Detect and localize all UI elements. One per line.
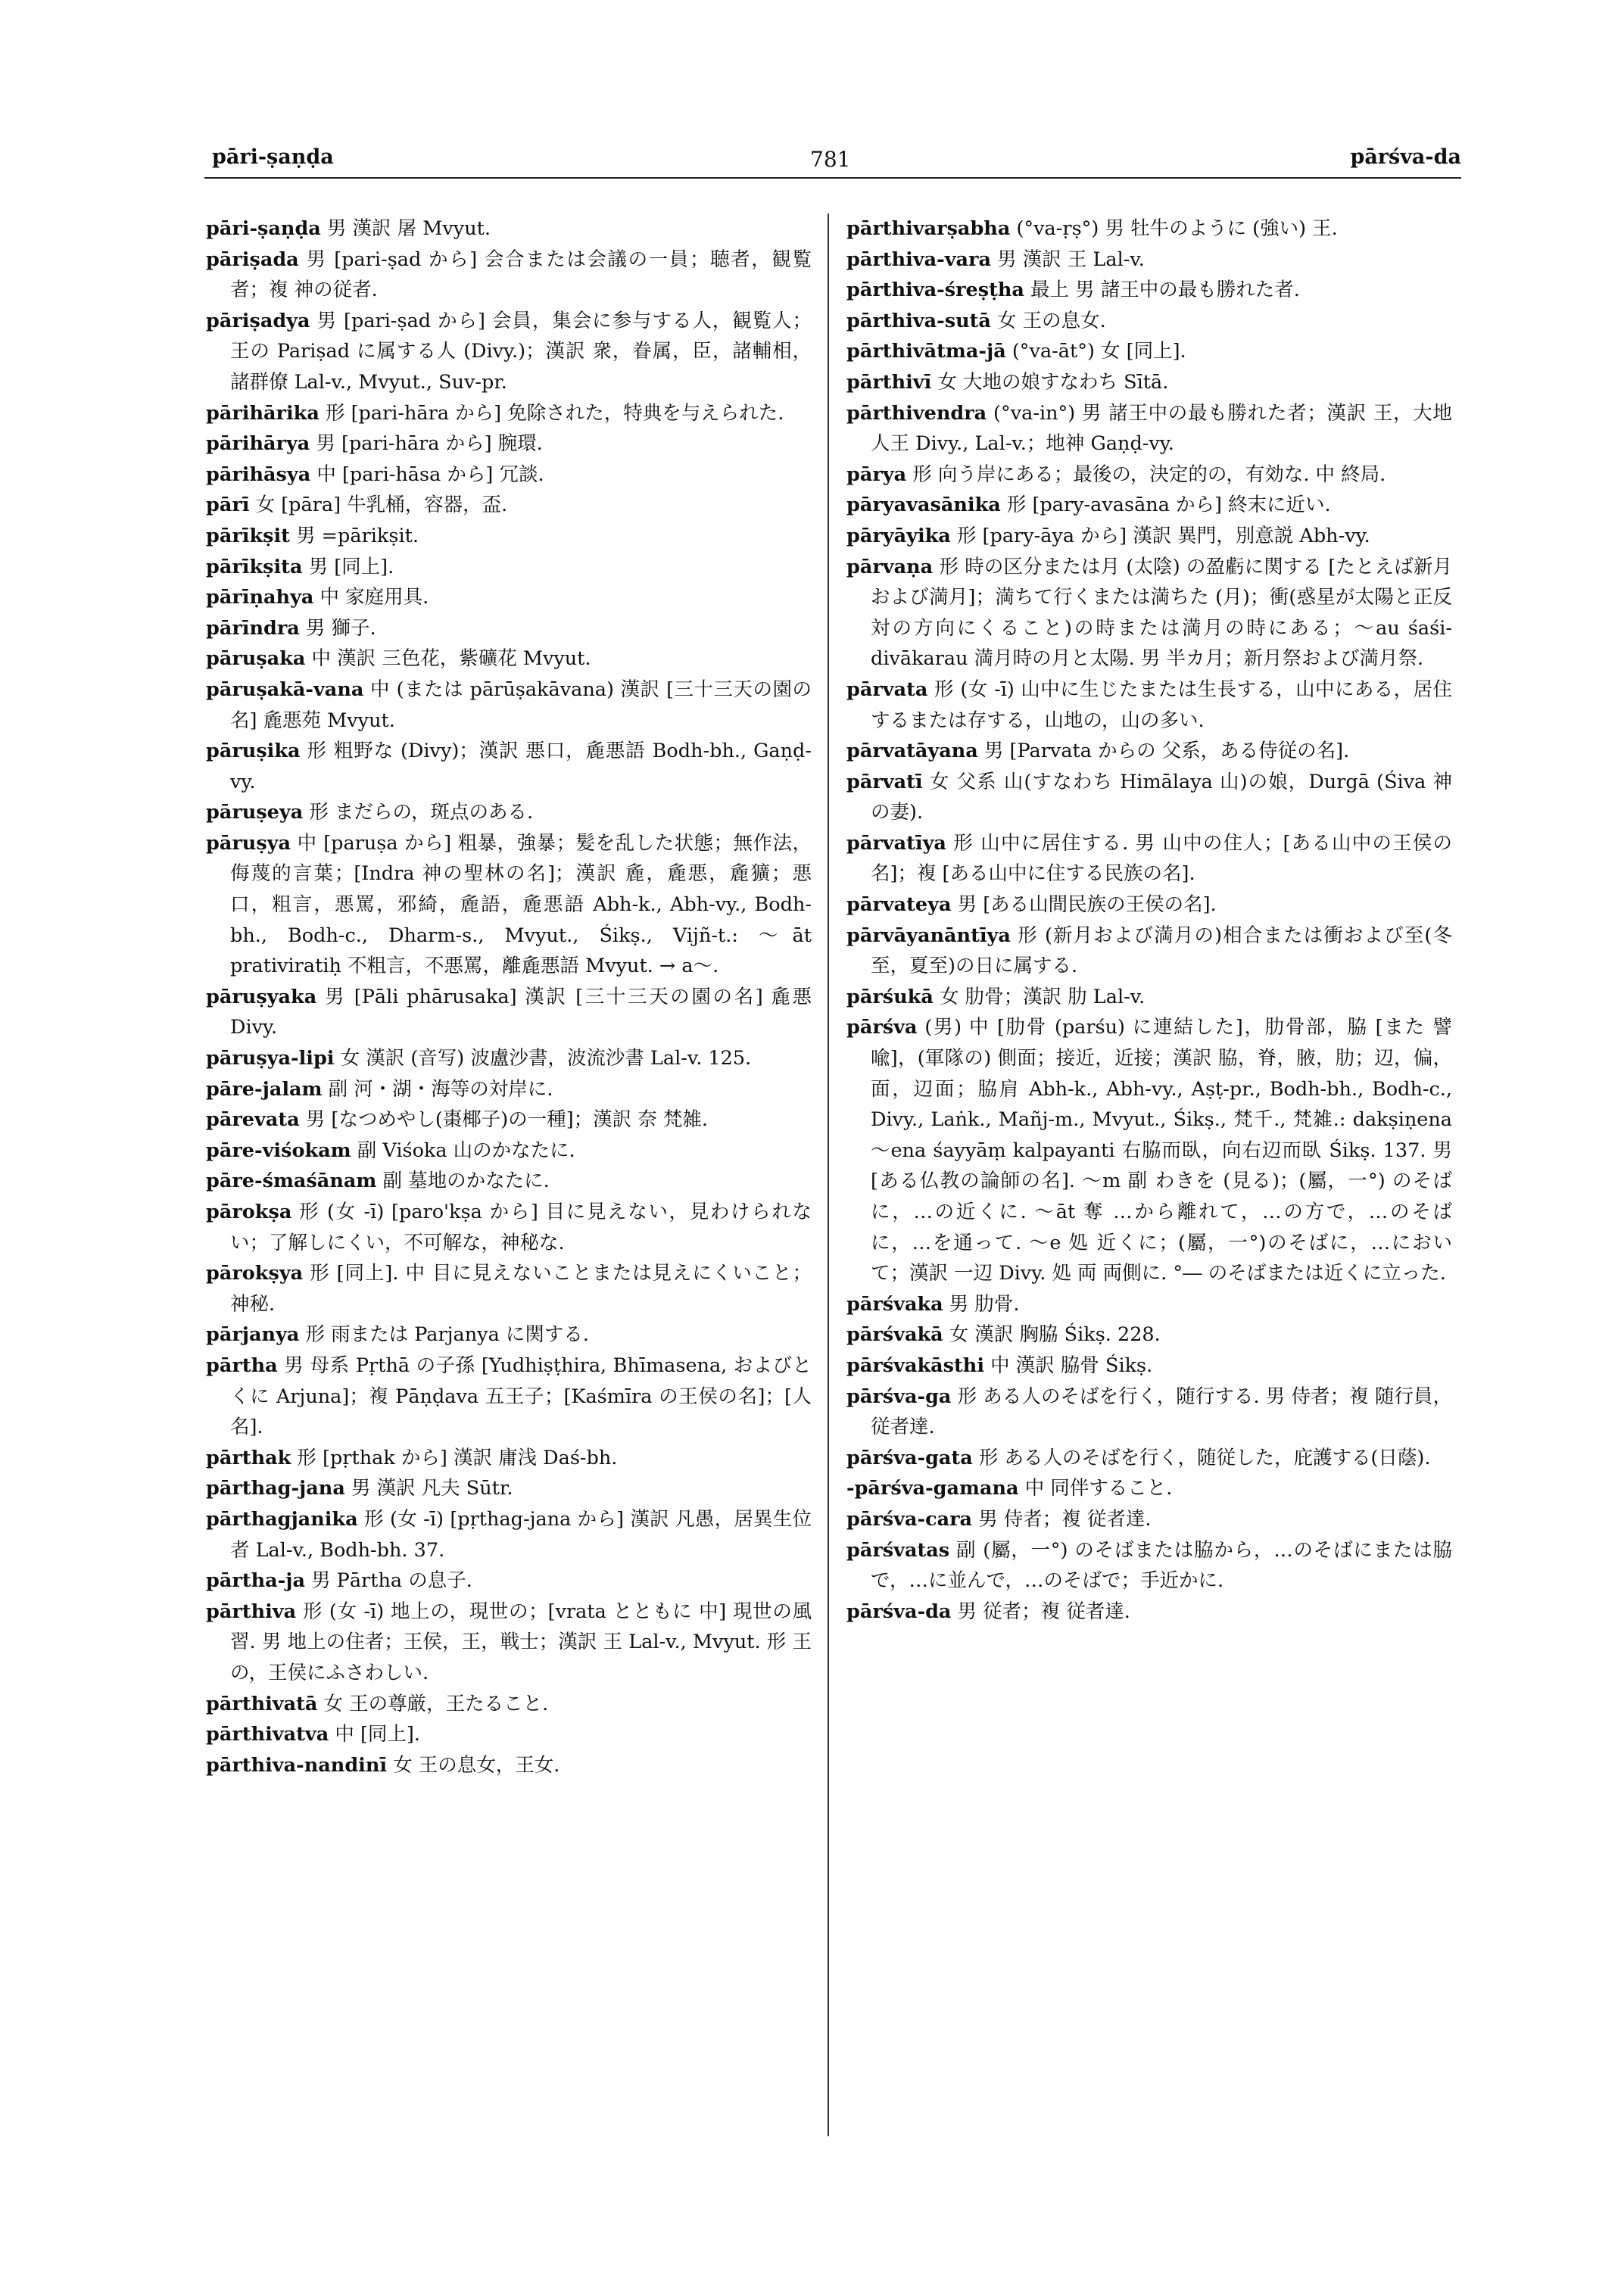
entry-headword: pāruṣya-lipi [206,1047,335,1070]
dictionary-entry [846,982,1452,1013]
entry-definition: 女 王の尊厳，王たること. [323,1692,549,1715]
entry-definition: 中 [pari-hāsa から] 冗談. [316,463,544,486]
entry-headword: pārihārya [206,432,310,456]
entry-definition: 形 [pary-avasāna から] 終末に近い. [1006,494,1331,517]
entry-headword: pārśva-ga [846,1385,952,1408]
entry-headword: pāre-śmaśānam [206,1170,377,1193]
entry-headword: pārthiva-sutā [846,309,991,332]
dictionary-entry [206,613,812,644]
entry-definition: 形 [pary-āya から] 漢訳 異門，別意説 Abh-vy. [956,524,1370,547]
dictionary-entry [206,1566,812,1597]
entry-headword: pārthivatva [206,1723,329,1746]
dictionary-entry [846,521,1452,552]
entry-definition: 男 [Parvata からの 父系，ある侍従の名]. [983,740,1350,763]
entry-definition: 男 獅子. [305,616,376,640]
dictionary-entry [206,552,812,583]
dictionary-entry [846,1473,1452,1504]
entry-definition: 中 漢訳 脇骨 Śikṣ. [990,1354,1153,1377]
entry-definition: 男 =pārikṣit. [296,524,419,547]
entry-definition: 中 [paruṣa から] 粗暴，強暴；髪を乱した状態；無作法，侮蔑的言葉；[Indra 神の聖林の名]；漢訳 麁，麁悪，麁獷；悪口，粗言，悪罵，邪綺，麁語，麁悪語 Abh-k., Abh-vy., Bodh-bh., Bodh-c., Dharm-s., Mvyut., Śikṣ., Vijñ-t.: ～āt prativiratiḥ 不粗言，不悪罵，離麁悪語 Mvyut. → a～. [230,831,812,978]
entry-definition: (°va-in°) 男 諸王中の最も勝れた者；漢訳 王，大地人王 Divy., Lal-v.；地神 Gaṇḍ-vy. [871,401,1452,456]
entry-headword: pārthag-jana [206,1477,345,1500]
entry-definition: 副 Viśoka 山のかなたに. [357,1139,575,1162]
entry-headword: pārīkṣit [206,524,290,547]
entry-headword: pārīṇahya [206,586,314,609]
entry-headword: pārokṣya [206,1262,304,1285]
entry-headword: pārevata [206,1108,300,1132]
entry-headword: pāruṣaka [206,647,306,671]
dictionary-entry [846,1012,1452,1288]
entry-headword: pārśvatas [846,1538,950,1562]
dictionary-entry [846,306,1452,337]
entry-headword: pārśvaka [846,1292,943,1316]
dictionary-entry [206,797,812,828]
entry-headword: pāri-ṣaṇḍa [206,217,321,240]
dictionary-entry [846,1597,1452,1628]
entry-headword: pārvateya [846,893,952,917]
entry-headword: -pārśva-gamana [846,1477,1019,1500]
dictionary-entry [206,460,812,491]
entry-definition: 男 侍者；複 従者達. [978,1507,1152,1531]
dictionary-entry [206,245,812,306]
entry-definition: (°va-ṛṣ°) 男 牡牛のように (強い) 王. [1016,217,1338,240]
dictionary-entry [206,1043,812,1074]
dictionary-entry [846,1351,1452,1382]
entry-definition: (男) 中 [肋骨 (parśu) に連結した]，肋骨部，脇 [また 譬喩]，(軍隊の) 側面；接近，近接；漢訳 脇，脊，腋，肋；辺，偏，面，辺面；脇肩 Abh-k., Abh-vy., Aṣṭ-pr., Bodh-bh., Bodh-c., Divy., Laṅk., Mañj-m., Mvyut., Śikṣ., 梵千., 梵雑.: dakṣiṇena ～ena śayyāṃ kalpayanti 右脇而臥，向右辺而臥 Śikṣ. 137. 男 [ある仏教の論師の名]. ～m 副 わきを (見る)；(屬，一°) のそばに，…の近くに. ～āt 奪 …から離れて，…の方で，…のそばに，…を通って. ～e 処 近くに；(屬，一°)のそばに，…において；漢訳 一辺 Divy. 処 両 両側に. °― のそばまたは近くに立った. [871,1016,1452,1285]
entry-definition: 男 漢訳 屠 Mvyut. [326,217,491,240]
page-number: 781 [810,147,851,172]
entry-definition: 女 父系 山(すなわち Himālaya 山)の娘，Durgā (Śiva 神の妻). [871,770,1453,824]
dictionary-entry [846,767,1452,828]
entry-definition: 女 王の息女. [997,309,1106,332]
entry-definition: 形 まだらの，斑点のある. [309,801,534,824]
dictionary-entry [206,582,812,613]
entry-headword: pāruṣika [206,740,301,763]
entry-definition: 女 漢訳 (音写) 波盧沙書，波流沙書 Lal-v. 125. [340,1047,752,1070]
dictionary-entry [206,828,812,982]
entry-definition: 男 従者；複 従者達. [957,1600,1130,1623]
entry-headword: pārśva-da [846,1600,952,1623]
entry-definition: 女 王の息女，王女. [393,1753,560,1777]
entry-definition: 男 [pari-ṣad から] 会員，集会に参与する人，観覧人；王の Pariṣad に属する人 (Divy.)；漢訳 衆，眷属，臣，諸輔相，諸群僚 Lal-v., Mvyut., Suv-pr. [230,309,812,394]
entry-headword: pārvatāyana [846,740,978,763]
dictionary-entry [206,1473,812,1504]
entry-headword: pārthiva-śreṣṭha [846,279,1024,302]
entry-headword: pārvāyanāntīya [846,924,1011,947]
dictionary-entry [846,336,1452,367]
entry-definition: 中 漢訳 三色花，紫礦花 Mvyut. [311,647,591,671]
dictionary-entry [846,889,1452,921]
dictionary-entry [846,490,1452,521]
dictionary-entry [206,1166,812,1197]
entry-definition: 形 (女 -ī) 山中に生じたまたは生長する，山中にある，居住するまたは存する，山地の，山の多い. [871,678,1452,732]
dictionary-entry [206,982,812,1043]
header-left-guideword: pāri-ṣaṇḍa [212,145,334,169]
entry-headword: pāruṣeya [206,801,304,824]
entry-definition: 中 (または pārūṣakāvana) 漢訳 [三十三天の園の名] 麁悪苑 Mvyut. [230,678,812,732]
entry-headword: pārtha-ja [206,1569,305,1593]
entry-definition: 形 粗野な (Divy)；漢訳 悪口，麁悪語 Bodh-bh., Gaṇḍ-vy. [230,740,812,793]
entry-headword: pārvatīya [846,831,946,855]
dictionary-entry [206,1351,812,1443]
entry-definition: 形 [同上]. 中 目に見えないことまたは見えにくいこと；神秘. [230,1262,812,1316]
entry-definition: 女 漢訳 胸脇 Śikṣ. 228. [949,1323,1161,1347]
entry-definition: 男 [ある山間民族の王侯の名]. [957,893,1217,917]
dictionary-entry [846,1443,1452,1474]
entry-definition: 男 [pari-hāra から] 腕環. [316,432,543,456]
entry-headword: pārśva-cara [846,1507,973,1531]
entry-headword: pārśukā [846,985,934,1008]
column-divider [828,213,829,2136]
dictionary-entry [206,1597,812,1689]
entry-definition: 中 家庭用具. [320,586,429,609]
entry-headword: pāruṣyaka [206,985,317,1008]
entry-definition: 形 (女 -ī) [pṛthag-jana から] 漢訳 凡愚，居異生位者 Lal-v., Bodh-bh. 37. [230,1507,812,1562]
dictionary-entry [206,1319,812,1351]
entry-headword: pārvata [846,678,928,701]
dictionary-entry [846,921,1452,982]
entry-headword: pārthivendra [846,401,987,425]
dictionary-entry [846,398,1452,460]
entry-headword: pārthivī [846,370,932,394]
dictionary-entry [206,675,812,736]
entry-definition: 男 [同上]. [308,555,394,578]
left-column [206,213,812,1781]
dictionary-entry [846,736,1452,767]
dictionary-entry [846,552,1452,675]
dictionary-entry [206,1750,812,1781]
dictionary-entry [846,675,1452,736]
dictionary-entry [206,1136,812,1167]
entry-definition: 形 ある人のそばを行く，随行する. 男 侍者；複 随行員，従者達. [871,1385,1452,1439]
entry-headword: pārthiva-vara [846,248,992,271]
entry-headword: pārthivātma-jā [846,340,1006,363]
entry-headword: pārśva [846,1016,918,1039]
entry-definition: 形 (女 -ī) 地上の，現世の；[vrata とともに 中] 現世の風習. 男 地上の住者；王侯，王，戦士；漢訳 王 Lal-v., Mvyut. 形 王の，王侯にふさわしい. [230,1600,812,1684]
dictionary-entry [206,521,812,552]
entry-headword: pārthiva [206,1600,297,1623]
dictionary-entry [846,828,1452,889]
dictionary-entry [846,245,1452,276]
entry-definition: 女 [pāra] 牛乳桶，容器，盃. [255,494,508,517]
entry-headword: pārthiva-nandinī [206,1753,388,1777]
dictionary-entry [206,1104,812,1136]
entry-definition: 男 漢訳 凡夫 Sūtr. [351,1477,513,1500]
entry-headword: pārjanya [206,1323,300,1347]
entry-definition: 最上 男 諸王中の最も勝れた者. [1030,279,1300,302]
entry-definition: 男 肋骨. [949,1292,1020,1316]
entry-headword: pārya [846,463,907,486]
right-column [846,213,1452,1627]
running-head [204,144,1461,179]
entry-headword: pāre-jalam [206,1077,323,1101]
entry-definition: 男 [pari-ṣad から] 会合または会議の一員；聴者，観覧者；複 神の従者. [230,248,812,302]
dictionary-entry [846,367,1452,398]
entry-headword: pārvatī [846,770,923,793]
entry-headword: pārihāsya [206,463,311,486]
entry-definition: 形 向う岸にある；最後の，決定的の，有効な. 中 終局. [912,463,1386,486]
entry-definition: 男 [Pāli phārusaka] 漢訳 [三十三天の園の名] 麁悪 Divy. [230,985,812,1039]
entry-definition: 中 同伴すること. [1024,1477,1173,1500]
entry-headword: pārśva-gata [846,1446,973,1469]
entry-headword: pārvaṇa [846,555,934,578]
entry-headword: pāryāyika [846,524,951,547]
entry-definition: 形 (新月および満月の)相合または衝および至(冬至，夏至)の日に属する. [871,924,1452,978]
entry-headword: pāriṣada [206,248,299,271]
entry-definition: 形 (女 -ī) [paro'kṣa から] 目に見えない，見わけられない；了解しにくい，不可解な，神秘な. [230,1201,812,1254]
entry-definition: 形 時の区分または月 (太陰) の盈虧に関する [たとえば新月および満月]；満ちて行くまたは満ちた (月)；衝(惑星が太陽と正反対の方向にくること)の時または満月の時にある；～au śaśi-divākarau 満月時の月と太陽. 男 半カ月；新月祭および満月祭. [871,555,1452,671]
entry-headword: pārthak [206,1446,291,1469]
dictionary-entry [846,1319,1452,1351]
dictionary-entry [206,1197,812,1258]
dictionary-entry [206,736,812,797]
entry-definition: 女 肋骨；漢訳 肋 Lal-v. [939,985,1146,1008]
entry-definition: 男 [なつめやし(棗椰子)の一種]；漢訳 奈 梵雑. [305,1108,708,1132]
entry-headword: pārśvakāsthi [846,1354,985,1377]
dictionary-entry [206,1689,812,1720]
dictionary-entry [206,1504,812,1566]
entry-headword: pārśvakā [846,1323,943,1347]
entry-headword: pāruṣakā-vana [206,678,364,701]
dictionary-entry [206,1719,812,1750]
entry-headword: pārtha [206,1354,278,1377]
entry-definition: 形 山中に居住する. 男 山中の住人；[ある山中の王侯の名]；複 [ある山中に住する民族の名]. [871,831,1453,886]
dictionary-entry [206,213,812,245]
entry-headword: pāriṣadya [206,309,310,332]
dictionary-entry [846,1289,1452,1320]
entry-headword: pāryavasānika [846,494,1001,517]
dictionary-entry [206,306,812,398]
entry-headword: pārīkṣita [206,555,303,578]
dictionary-entry [206,643,812,675]
entry-definition: 中 [同上]. [335,1723,420,1746]
entry-definition: 形 [pṛthak から] 漢訳 庸浅 Daś-bh. [297,1446,618,1469]
dictionary-entry [206,1443,812,1474]
entry-definition: 副 墓地のかなたに. [382,1170,550,1193]
dictionary-entry [206,428,812,460]
entry-definition: 形 雨または Parjanya に関する. [305,1323,590,1347]
dictionary-entry [206,1074,812,1105]
entry-headword: pāre-viśokam [206,1139,351,1162]
entry-headword: pāruṣya [206,831,291,855]
entry-definition: (°va-āt°) 女 [同上]. [1011,340,1186,363]
entry-definition: 形 [pari-hāra から] 免除された，特典を与えられた. [325,401,784,425]
entry-headword: pārthagjanika [206,1507,358,1531]
dictionary-entry [846,460,1452,491]
entry-headword: pārī [206,494,250,517]
dictionary-entry [846,213,1452,245]
header-right-guideword: pārśva-da [1350,145,1461,169]
entry-headword: pārokṣa [206,1201,292,1223]
dictionary-entry [846,1382,1452,1443]
entry-definition: 副 河・湖・海等の対岸に. [328,1077,553,1101]
entry-headword: pārihārika [206,401,320,425]
dictionary-entry [206,490,812,521]
entry-definition: 男 漢訳 王 Lal-v. [997,248,1145,271]
entry-definition: 男 Pārtha の息子. [311,1569,472,1593]
entry-definition: 女 大地の娘すなわち Sītā. [937,370,1169,394]
entry-definition: 男 母系 Pṛthā の子孫 [Yudhiṣṭhira, Bhīmasena, およびとくに Arjuna]；複 Pāṇḍava 五王子；[Kaśmīra の王侯の名]；[人名]. [230,1354,812,1439]
entry-headword: pārīndra [206,616,300,640]
dictionary-entry [846,1535,1452,1597]
dictionary-entry [846,275,1452,306]
dictionary-entry [206,1258,812,1319]
dictionary-entry [846,1504,1452,1535]
entry-headword: pārthivatā [206,1692,318,1715]
entry-definition: 副 (屬，一°) のそばまたは脇から，…のそばにまたは脇で，…に並んで，…のそばで；手近かに. [871,1538,1452,1593]
entry-headword: pārthivarṣabha [846,217,1011,240]
dictionary-entry [206,398,812,429]
entry-definition: 形 ある人のそばを行く，随従した，庇護する(日蔭). [978,1446,1431,1469]
